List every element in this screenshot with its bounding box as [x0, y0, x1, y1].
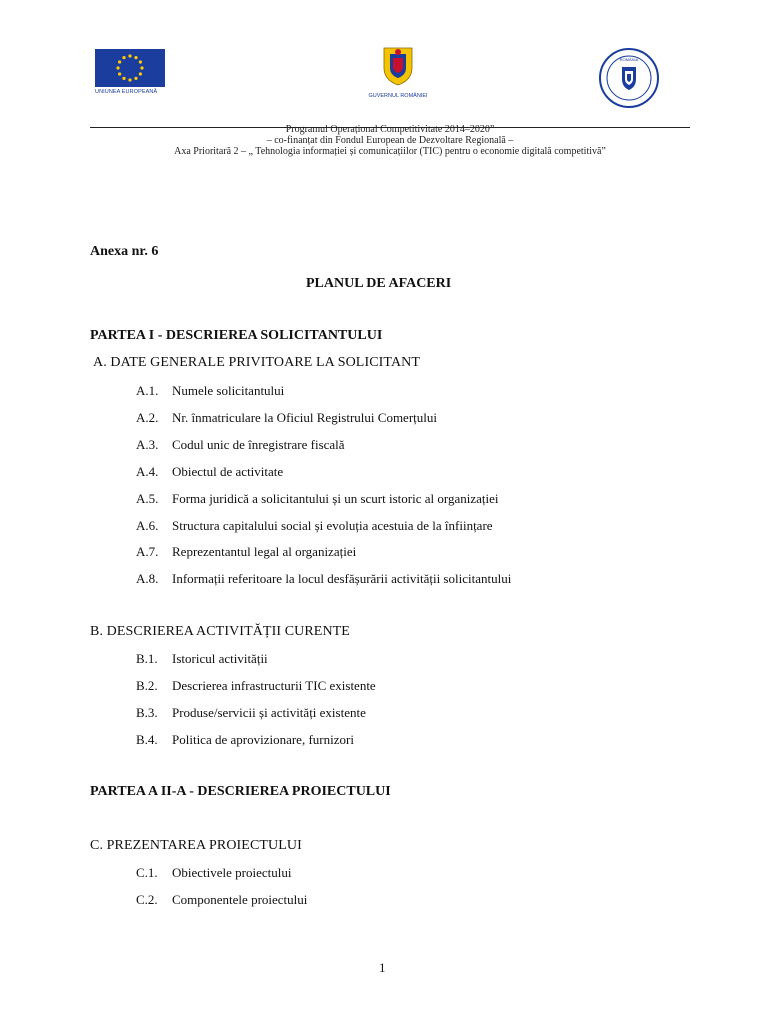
annex-label: Anexa nr. 6: [90, 244, 159, 259]
list-item-code: B.4.: [136, 732, 158, 747]
program-line-3: Axa Prioritară 2 – „ Tehnologia informației și comunicațiilor (TIC) pentru o economie digitală competitivă”: [174, 146, 606, 157]
list-item: Descrierea infrastructurii TIC existente: [172, 678, 376, 693]
program-header: [90, 124, 690, 157]
program-line-1: Programul Operațional Competitivitate 2014–2020”: [285, 124, 495, 135]
list-item-code: A.7.: [136, 544, 159, 559]
list-item: Nr. înmatriculare la Oficiul Registrului Comerțului: [172, 410, 437, 425]
list-item: Componentele proiectului: [172, 892, 308, 907]
list-item-code: A.5.: [136, 491, 159, 506]
list-item: Structura capitalului social și evoluția acestuia de la înființare: [172, 518, 493, 533]
list-item-code: A.4.: [136, 464, 159, 479]
list-item: Numele solicitantului: [172, 383, 285, 398]
list-item-code: A.8.: [136, 571, 159, 586]
section-b-heading: B. DESCRIEREA ACTIVITĂȚII CURENTE: [90, 624, 350, 639]
list-item: Informații referitoare la locul desfășurării activității solicitantului: [172, 571, 512, 586]
list-item: Obiectivele proiectului: [172, 865, 292, 880]
list-item-code: B.3.: [136, 705, 158, 720]
list-item-code: B.1.: [136, 651, 158, 666]
list-item-code: A.2.: [136, 410, 159, 425]
section-c-heading: C. PREZENTAREA PROIECTULUI: [90, 838, 302, 853]
ministry-seal-icon: [598, 47, 660, 109]
list-item-code: A.3.: [136, 437, 159, 452]
list-item: Obiectul de activitate: [172, 464, 284, 479]
part2-heading: PARTEA A II-A - DESCRIEREA PROIECTULUI: [90, 784, 391, 799]
page-number: 1: [379, 960, 386, 975]
part1-heading: PARTEA I - DESCRIEREA SOLICITANTULUI: [90, 328, 383, 343]
list-item: Codul unic de înregistrare fiscală: [172, 437, 345, 452]
romania-coat-of-arms-icon: [380, 46, 416, 86]
document-title: PLANUL DE AFACERI: [306, 276, 452, 291]
government-logo: [360, 46, 436, 100]
gov-caption: GUVERNUL ROMÂNIEI: [368, 93, 428, 99]
list-item: Politica de aprovizionare, furnizori: [172, 732, 354, 747]
eu-flag-icon: [95, 49, 165, 87]
program-line-2: – co-finanțat din Fondul European de Dezvoltare Regională –: [266, 135, 514, 146]
list-item-code: C.1.: [136, 865, 158, 880]
eu-caption: UNIUNEA EUROPEANĂ: [95, 89, 158, 95]
list-item-code: A.6.: [136, 518, 159, 533]
list-item: Produse/servicii și activități existente: [172, 705, 366, 720]
list-item: Istoricul activității: [172, 651, 268, 666]
ministry-seal-text: ROMÂNIA: [619, 57, 639, 62]
list-item: Reprezentantul legal al organizației: [172, 544, 357, 559]
eu-logo: [95, 49, 167, 97]
list-item-code: B.2.: [136, 678, 158, 693]
list-item-code: C.2.: [136, 892, 158, 907]
list-item-code: A.1.: [136, 383, 159, 398]
section-a-heading: A. DATE GENERALE PRIVITOARE LA SOLICITANT: [93, 355, 421, 370]
ministry-seal: [598, 47, 660, 109]
list-item: Forma juridică a solicitantului și un scurt istoric al organizației: [172, 491, 499, 506]
